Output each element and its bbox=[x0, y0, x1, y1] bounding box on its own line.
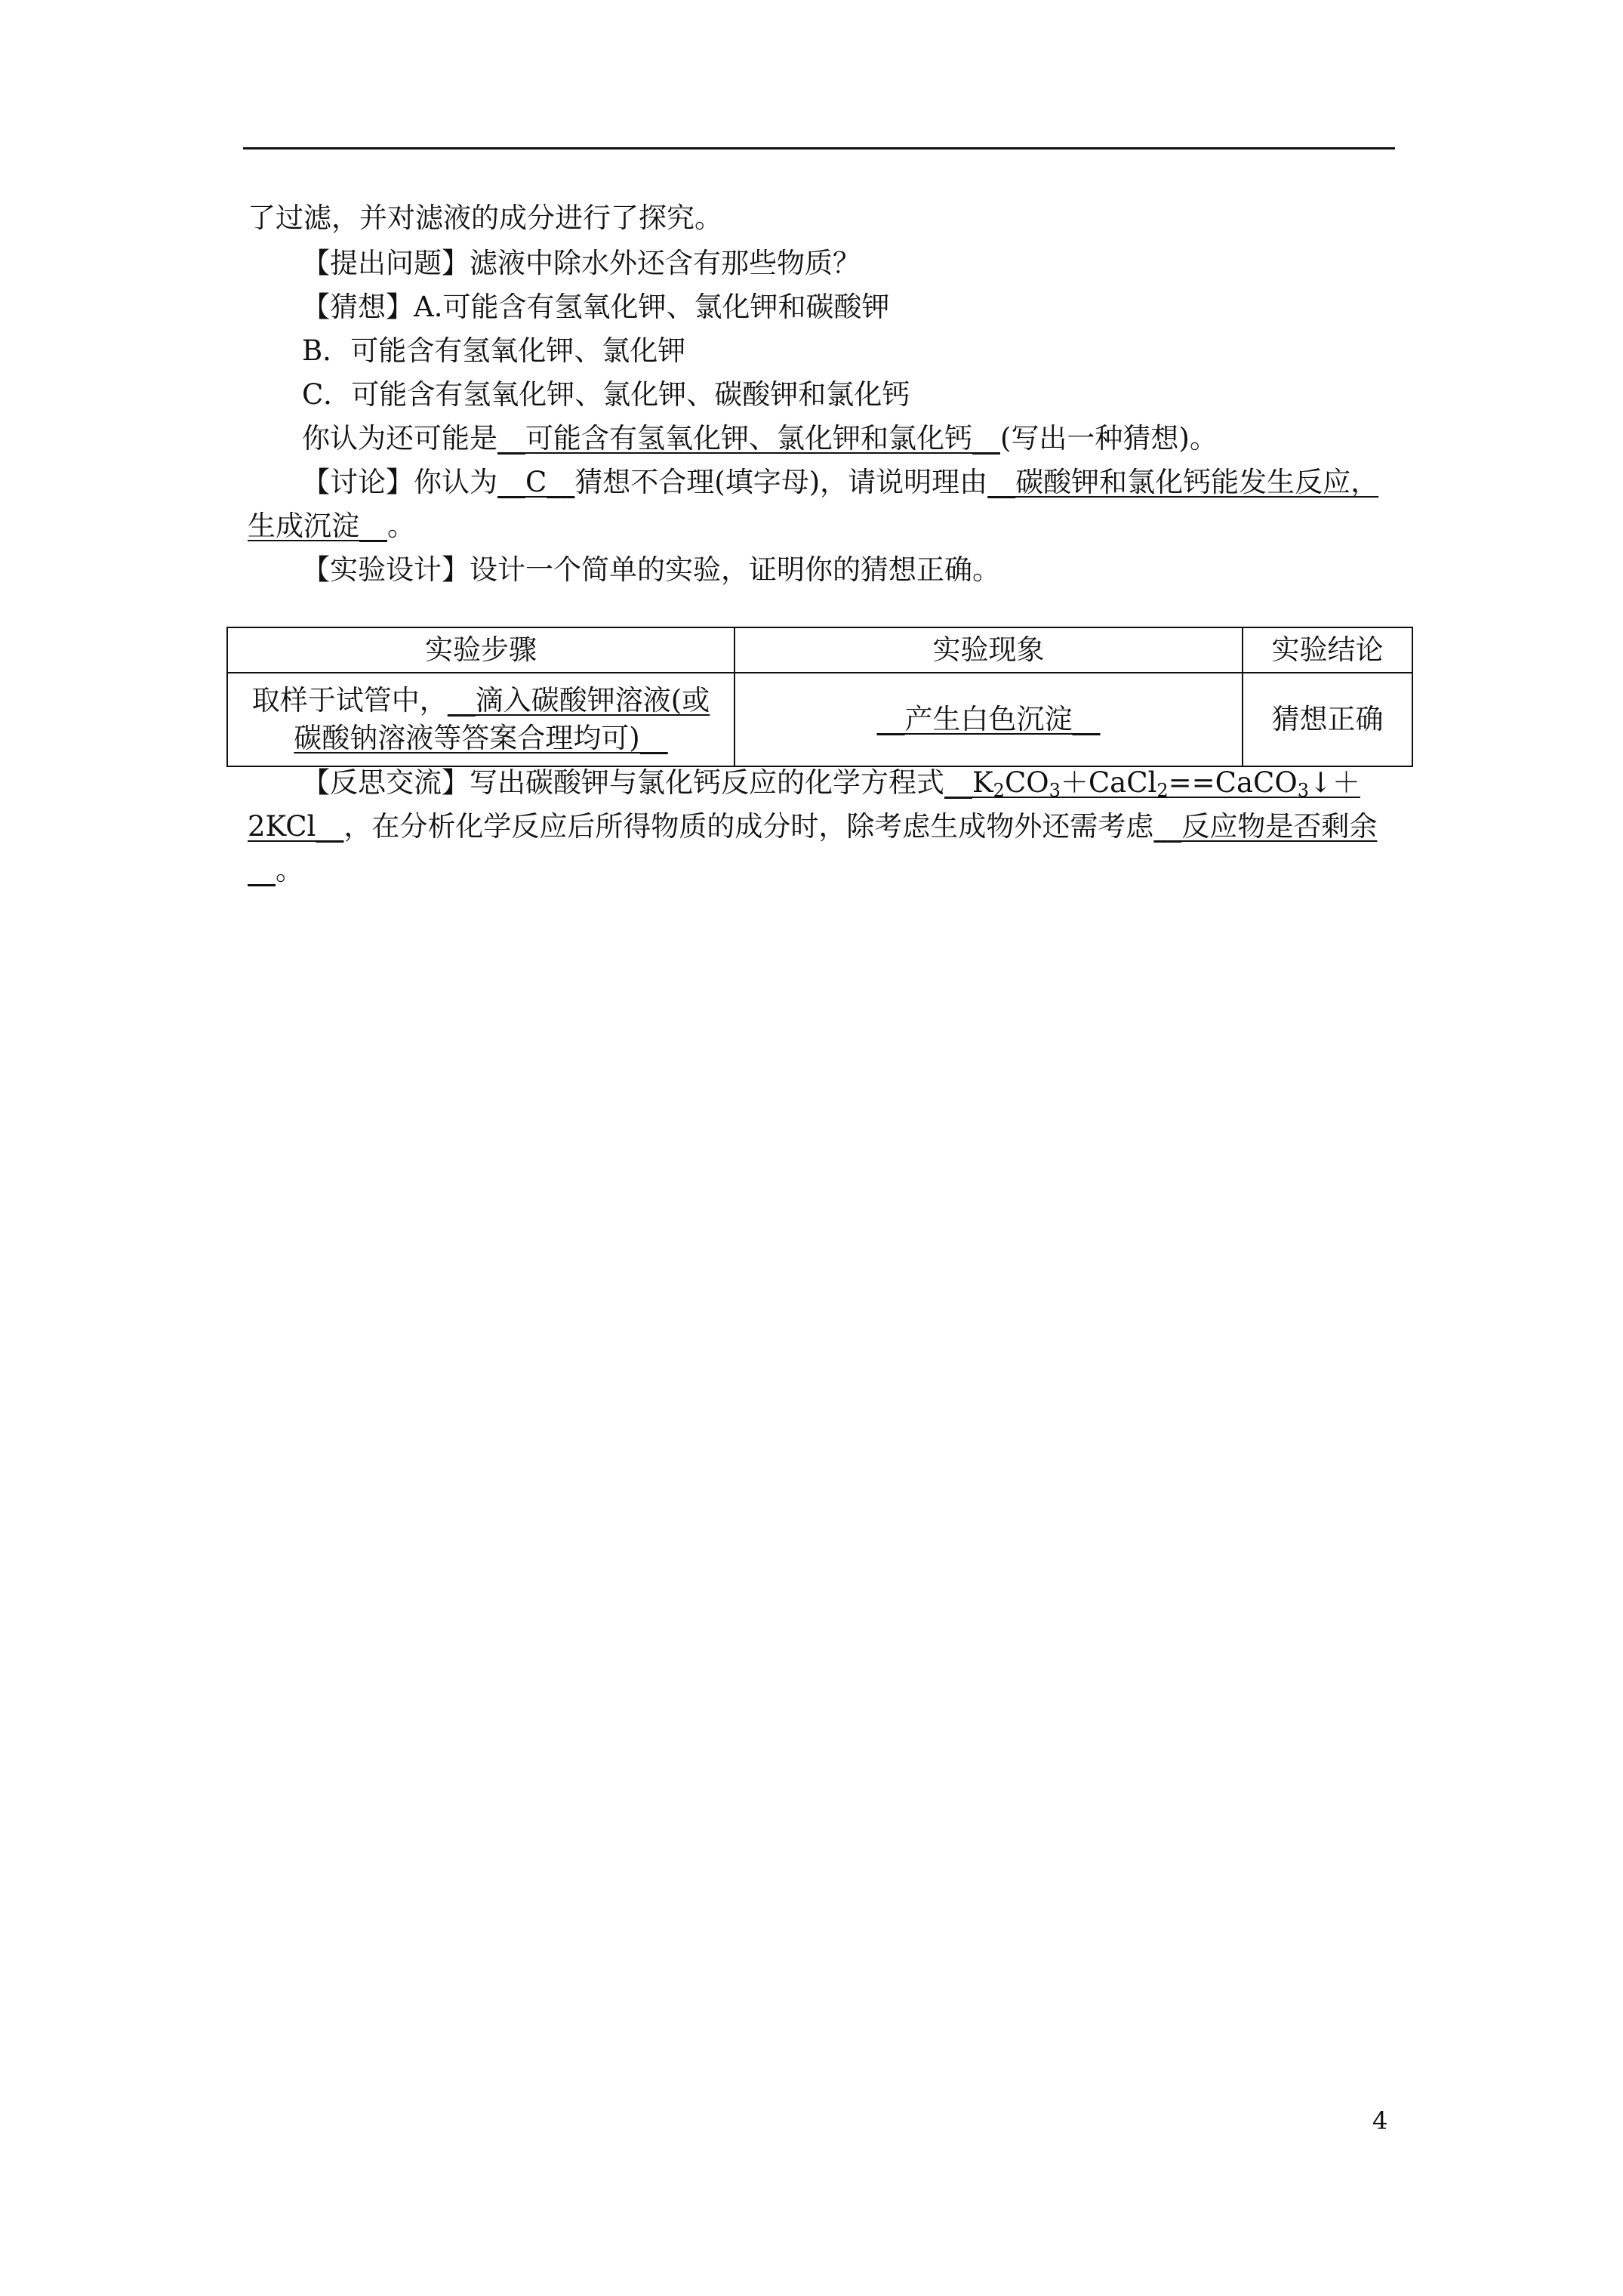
hypothesis-b: B．可能含有氢氧化钾、氯化钾 bbox=[302, 334, 686, 367]
hypothesis-b-line bbox=[302, 333, 685, 369]
table-cell-phenomenon bbox=[735, 673, 1243, 766]
reflection-line2-text: ，在分析化学反应后所得物质的成分时，除考虑生成物外还需考虑 bbox=[343, 810, 1154, 843]
design-tag: 【实验设计】 bbox=[302, 553, 470, 586]
reflection-line-3 bbox=[248, 852, 303, 889]
page-number: 4 bbox=[1372, 2106, 1388, 2135]
own-hypothesis-suffix: (写出一种猜想)。 bbox=[1000, 422, 1218, 455]
hypothesis-c-line bbox=[302, 377, 910, 413]
experiment-table bbox=[226, 627, 1413, 767]
intro-line bbox=[248, 200, 722, 236]
own-hypothesis-prefix: 你认为还可能是 bbox=[302, 422, 497, 455]
reflection-line bbox=[302, 765, 1360, 801]
reflection-tag: 【反思交流】 bbox=[302, 766, 470, 799]
step-answer-1: __滴入碳酸钾溶液(或 bbox=[447, 684, 710, 717]
reflection-answer-tail: __ bbox=[248, 854, 276, 886]
own-hypothesis-line bbox=[302, 421, 1218, 457]
hypothesis-a: A.可能含有氢氧化钾、氯化钾和碳酸钾 bbox=[414, 291, 890, 323]
discussion-prefix: 你认为 bbox=[414, 466, 497, 498]
discussion-line bbox=[302, 464, 1378, 501]
design-text: 设计一个简单的实验，证明你的猜想正确。 bbox=[470, 553, 1000, 586]
table-header-row bbox=[227, 627, 1412, 673]
discussion-answer: __C__ bbox=[497, 466, 575, 498]
equation-part-1: $\_\_K_2CO_3+CaCl_2==CaCO_3↓+$ bbox=[944, 766, 1360, 801]
own-hypothesis-answer: __可能含有氢氧化钾、氯化钾和氯化钙__ bbox=[497, 422, 1000, 455]
table-cell-step bbox=[227, 673, 735, 766]
table-header-conclusion: 实验结论 bbox=[1243, 627, 1412, 673]
design-line bbox=[302, 552, 1000, 588]
discussion-line-2 bbox=[248, 508, 415, 544]
table-cell-conclusion: 猜想正确 bbox=[1243, 673, 1412, 766]
header-rule bbox=[243, 147, 1395, 149]
hypothesis-c: C．可能含有氢氧化钾、氯化钾、碳酸钾和氯化钙 bbox=[302, 378, 910, 411]
equation-part-2: 2KCl__ bbox=[248, 810, 344, 843]
reflection-end: 。 bbox=[276, 854, 303, 886]
intro-text: 了过滤，并对滤液的成分进行了探究。 bbox=[248, 202, 722, 234]
question-tag: 【提出问题】 bbox=[302, 247, 470, 279]
hypothesis-tag: 【猜想】 bbox=[302, 291, 414, 323]
step-answer-2: 碳酸钠溶液等答案合理均可)__ bbox=[294, 722, 668, 754]
discussion-tag: 【讨论】 bbox=[302, 466, 414, 498]
reflection-answer: __反应物是否剩余 bbox=[1153, 810, 1378, 843]
table-header-phenomenon: 实验现象 bbox=[735, 627, 1243, 673]
reflection-text: 写出碳酸钾与氯化钙反应的化学方程式 bbox=[470, 766, 944, 799]
discussion-reason-2: 生成沉淀__ bbox=[248, 510, 387, 542]
hypothesis-a-line bbox=[302, 289, 889, 325]
step-prefix: 取样于试管中， bbox=[251, 684, 448, 717]
reflection-line-2 bbox=[248, 809, 1377, 845]
question-text: 滤液中除水外还含有那些物质？ bbox=[470, 247, 861, 279]
table-header-steps: 实验步骤 bbox=[227, 627, 735, 673]
phenomenon-answer: __产生白色沉淀__ bbox=[876, 703, 1101, 735]
question-line bbox=[302, 245, 861, 282]
discussion-end: 。 bbox=[387, 510, 415, 542]
table-row bbox=[227, 673, 1412, 766]
discussion-middle: 猜想不合理(填字母)，请说明理由 bbox=[574, 466, 988, 498]
discussion-reason-1: __碳酸钾和氯化钙能发生反应， bbox=[987, 466, 1379, 498]
